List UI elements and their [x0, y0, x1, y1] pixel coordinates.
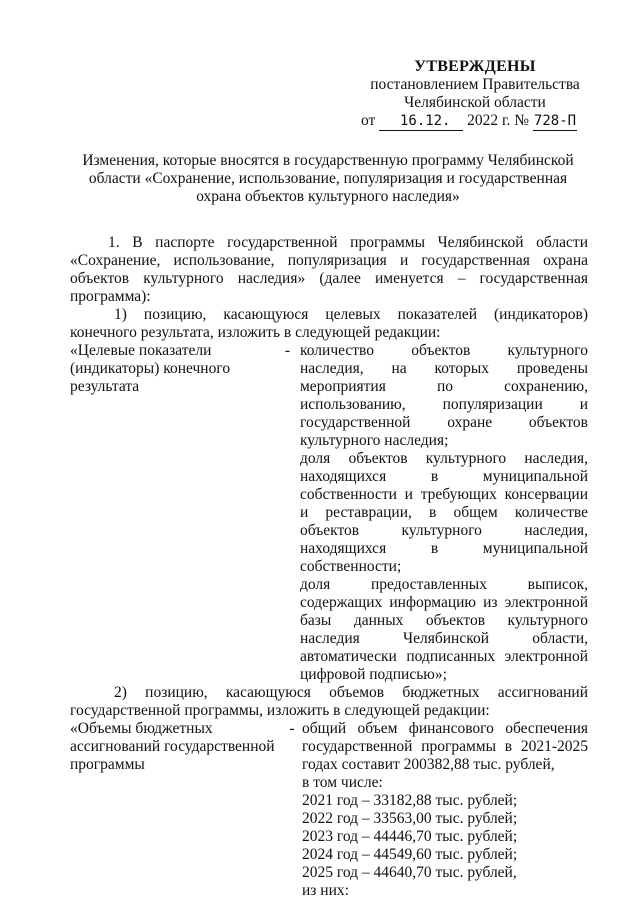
item-1-subitem-2: 2) позицию, касающуюся объемов бюджетных ассигнований государственной программы, изложить в следующей редакции: — [70, 684, 588, 719]
approval-line-1: постановлением Правительства — [370, 76, 580, 93]
budget-year-row: 2024 год – 44549,60 тыс. рублей; — [302, 846, 518, 863]
budget-dash: - — [289, 720, 295, 737]
from-label: от — [361, 112, 376, 129]
item-1-subitem-1: 1) позицию, касающуюся целевых показателей (индикаторов) конечного результата, изложить в следующей редакции: — [70, 306, 588, 341]
target-1: количество объектов культурного наследия, на которых проведены мероприятия по сохранению, использованию, популяризации и государственной охране объектов культурного наследия; — [300, 342, 588, 449]
document-body — [70, 234, 588, 900]
targets-dash: - — [284, 342, 291, 359]
target-3: доля предоставленных выписок, содержащих информацию из электронной базы данных объектов культурного наследия Челябинской области, автоматически подписанных электронной цифровой подписью»; — [300, 576, 588, 683]
target-2: доля объектов культурного наследия, находящихся в муниципальной собственности и требующих консервации и реставрации, в общем количестве объектов культурного наследия, находящихся в муниципальной собственности; — [300, 450, 588, 575]
budget-year-row: 2025 год – 44640,70 тыс. рублей, — [302, 864, 517, 881]
approval-title: УТВЕРЖДЕНЫ — [414, 58, 536, 75]
budget-values — [302, 720, 588, 900]
approval-date-line — [355, 112, 595, 131]
approval-number: 728-П — [533, 113, 577, 129]
budget-total: общий объем финансового обеспечения государственной программы в 2021-2025 годах составит 200382,88 тыс. рублей, — [302, 720, 588, 773]
approval-date: 16.12. — [379, 112, 463, 131]
budget-in-total: в том числе: — [302, 774, 383, 791]
item-1-intro: 1. В паспорте государственной программы Челябинской области «Сохранение, использование, популяризация и государственная охрана объектов культурного наследия» (далее именуется – государственная программа): — [70, 234, 588, 305]
approval-line-2: Челябинской области — [404, 94, 546, 111]
document-title: Изменения, которые вносятся в государственную программу Челябинской области «Сохранение, использование, популяризация и государственная охрана объектов культурного наследия» — [82, 152, 574, 205]
targets-table — [70, 342, 588, 684]
budget-table — [70, 720, 588, 900]
budget-label: «Объемы бюджетных ассигнований государственной программы — [70, 720, 275, 773]
year-label: 2022 г. № — [467, 112, 530, 129]
budget-year-row: 2022 год – 33563,00 тыс. рублей; — [302, 810, 518, 827]
targets-label: «Целевые показатели (индикаторы) конечного результата — [70, 342, 231, 395]
targets-values — [300, 342, 588, 684]
budget-year-row: 2023 год – 44446,70 тыс. рублей; — [302, 828, 518, 845]
budget-year-row: 2021 год – 33182,88 тыс. рублей; — [302, 792, 518, 809]
approval-stamp — [355, 58, 595, 131]
budget-of-them: из них: — [302, 882, 349, 899]
